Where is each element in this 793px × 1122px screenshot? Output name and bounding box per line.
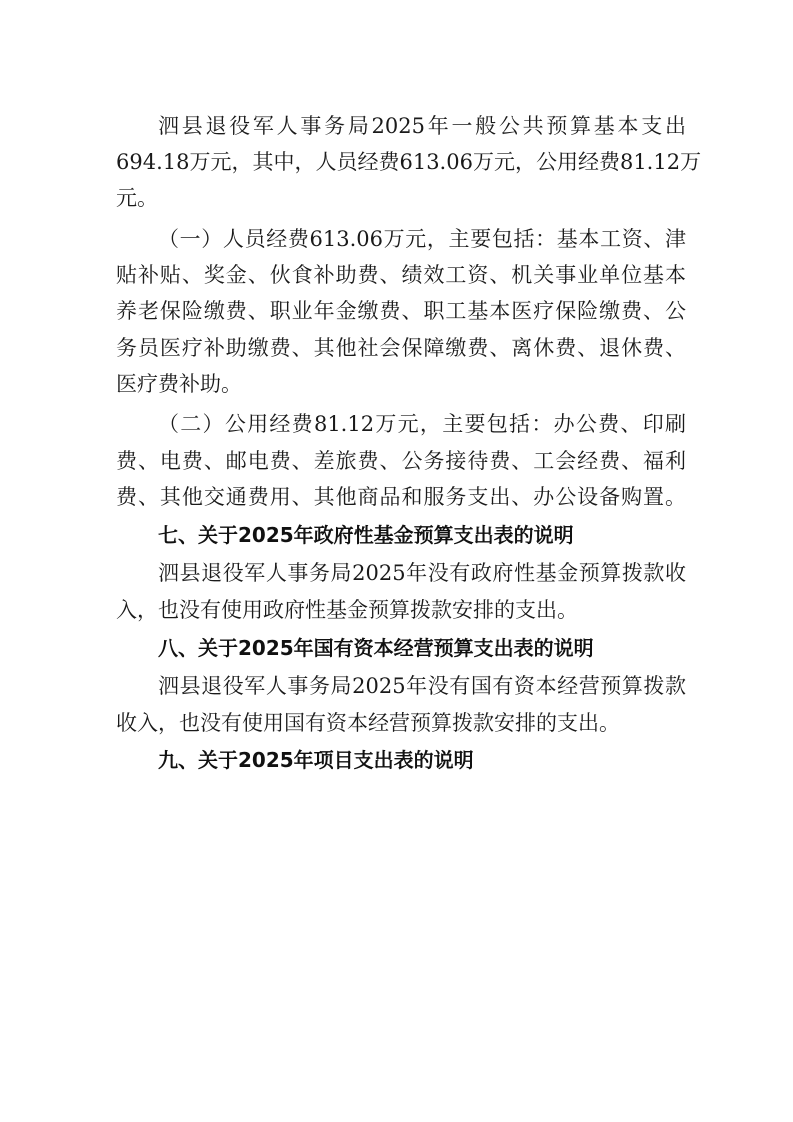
paragraph-personnel-line-4: 务员医疗补助缴费、其他社会保障缴费、离休费、退休费、: [116, 336, 686, 360]
paragraph-section-8-line-2: 收入，也没有使用国有资本经营预算拨款安排的支出。: [116, 711, 620, 735]
paragraph-personnel-line-5: 医疗费补助。: [116, 372, 242, 396]
heading-section-9: 九、关于2025年项目支出表的说明: [158, 748, 474, 772]
paragraph-personnel-line-3: 养老保险缴费、职业年金缴费、职工基本医疗保险缴费、公: [116, 299, 686, 323]
paragraph-section-7-line-1: 泗县退役军人事务局2025年没有政府性基金预算拨款收: [158, 561, 686, 585]
heading-section-8: 八、关于2025年国有资本经营预算支出表的说明: [158, 636, 594, 660]
paragraph-public-line-1: （二）公用经费81.12万元，主要包括：办公费、印刷: [158, 412, 686, 436]
paragraph-personnel-line-1: （一）人员经费613.06万元，主要包括：基本工资、津: [158, 227, 686, 251]
paragraph-basic-expenditure-line-1: 泗县退役军人事务局2025年一般公共预算基本支出: [158, 114, 686, 138]
paragraph-personnel-line-2: 贴补贴、奖金、伙食补助费、绩效工资、机关事业单位基本: [116, 263, 686, 287]
paragraph-basic-expenditure-line-2: 694.18万元，其中，人员经费613.06万元，公用经费81.12万: [116, 150, 702, 174]
paragraph-basic-expenditure-line-3: 元。: [116, 186, 158, 210]
paragraph-section-8-line-1: 泗县退役军人事务局2025年没有国有资本经营预算拨款: [158, 674, 686, 698]
paragraph-public-line-3: 费、其他交通费用、其他商品和服务支出、办公设备购置。: [116, 485, 686, 509]
paragraph-section-7-line-2: 入，也没有使用政府性基金预算拨款安排的支出。: [116, 598, 578, 622]
heading-section-7: 七、关于2025年政府性基金预算支出表的说明: [158, 523, 574, 547]
paragraph-public-line-2: 费、电费、邮电费、差旅费、公务接待费、工会经费、福利: [116, 449, 686, 473]
